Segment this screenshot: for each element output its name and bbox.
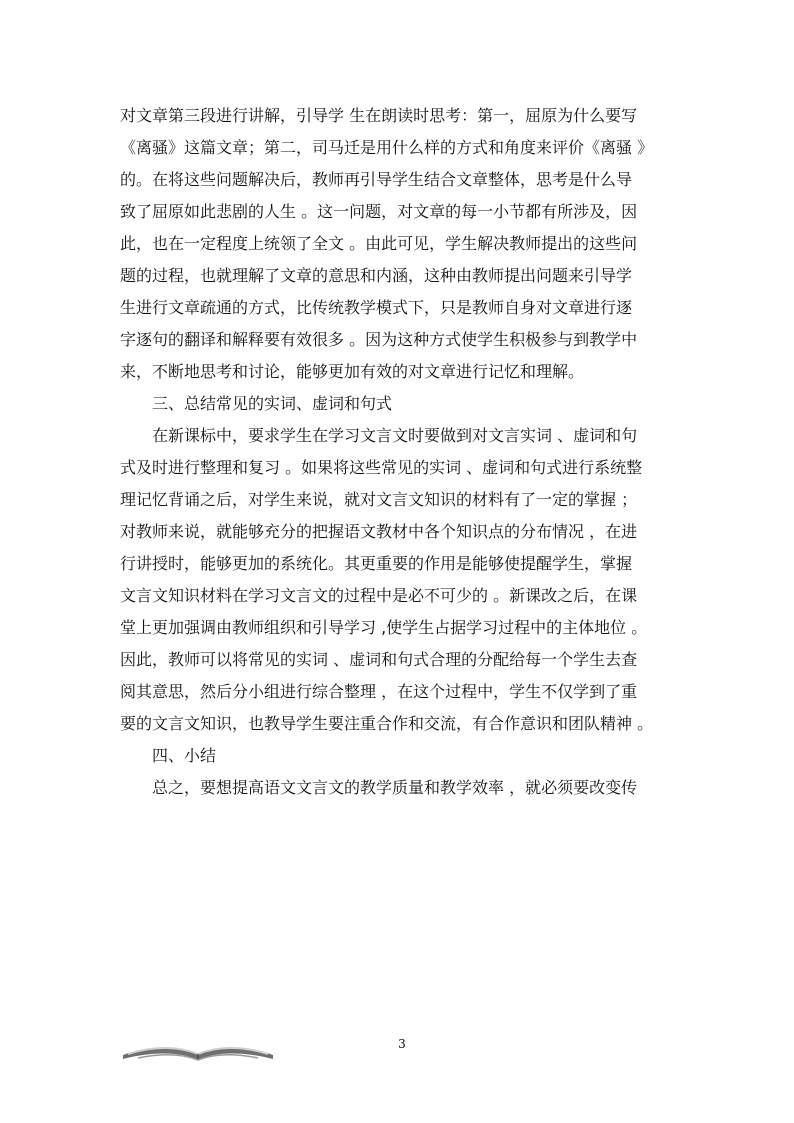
section-heading: 三、总结常见的实词、虚词和句式 [152,394,393,413]
text-line: 此，也在一定程度上统领了全文 。由此可见，学生解决教师提出的这些问 [120,234,638,253]
text-line: 堂上更加强调由教师组织和引导学习 ,使学生占据学习过程中的主体地位 。 [120,618,648,637]
text-line: 要的文言文知识，也教导学生要注重合作和交流，有合作意识和团队精神 。 [120,714,654,733]
text-line: 对教师来说，就能够充分的把握语文教材中各个知识点的分布情况 ，在进 [120,522,638,541]
text-line: 生进行文章疏通的方式，比传统教学模式下，只是教师自身对文章进行逐 [120,298,633,317]
text-line: 对文章第三段进行讲解，引导学 生在朗读时思考：第一，屈原为什么要写 [120,106,638,125]
text-line: 《离骚》这篇文章；第二，司马迁是用什么样的方式和角度来评价《离骚 》 [120,138,654,157]
text-line: 总之，要想提高语文文言文的教学质量和教学效率 ，就必须要改变传 [152,778,638,797]
section-heading: 四、小结 [152,746,217,765]
text-line: 文言文知识材料在学习文言文的过程中是必不可少的 。新课改之后，在课 [120,586,638,605]
open-book-icon [118,1036,278,1062]
text-line: 字逐句的翻译和解释要有效很多 。因为这种方式使学生积极参与到教学中 [120,330,638,349]
text-line: 致了屈原如此悲剧的人生 。这一问题，对文章的每一小节都有所涉及，因 [120,202,638,221]
text-line: 行讲授时，能够更加的系统化。其更重要的作用是能够使提醒学生，掌握 [120,554,633,573]
text-line: 题的过程，也就理解了文章的意思和内涵，这种由教师提出问题来引导学 [120,266,633,285]
text-line: 理记忆背诵之后，对学生来说，就对文言文知识的材料有了一定的掌握 ； [120,490,638,509]
page-number: 3 [398,1037,406,1051]
text-line: 因此，教师可以将常见的实词 、虚词和句式合理的分配给每一个学生去查 [120,650,638,669]
document-content [120,100,680,804]
text-line: 的。在将这些问题解决后，教师再引导学生结合文章整体，思考是什么导 [120,170,633,189]
text-line: 阅其意思，然后分小组进行综合整理 ，在这个过程中，学生不仅学到了重 [120,682,638,701]
text-line: 式及时进行整理和复习 。如果将这些常见的实词 、虚词和句式进行系统整 [120,458,643,477]
text-line: 在新课标中，要求学生在学习文言文时要做到对文言实词 、虚词和句 [152,426,638,445]
text-line: 来，不断地思考和讨论，能够更加有效的对文章进行记忆和理解。 [120,362,585,381]
